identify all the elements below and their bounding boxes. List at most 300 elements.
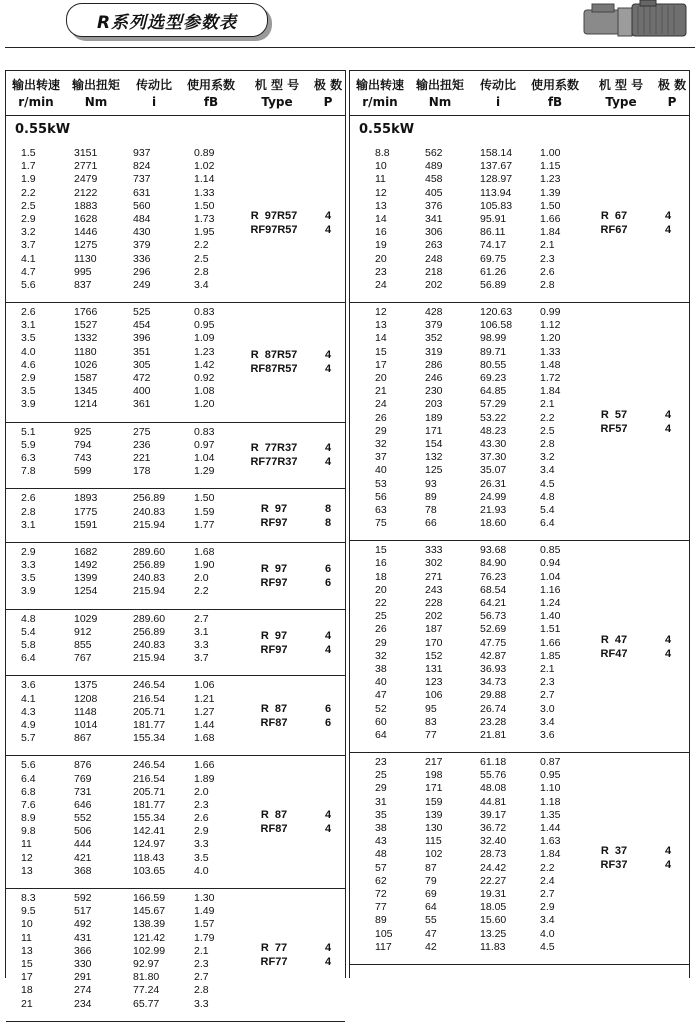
factor-cell: 1.42 [194, 358, 215, 371]
torque-cell: 995 [74, 265, 92, 278]
table-row [350, 782, 689, 795]
type-name: RF97 [260, 516, 288, 529]
ratio-cell: 158.14 [480, 147, 513, 159]
table-row [350, 610, 689, 623]
header-speed-unit: r/min [18, 95, 54, 109]
factor-cell: 2.2 [194, 239, 209, 252]
torque-cell: 1014 [74, 718, 98, 731]
factor-cell: 2.8 [540, 278, 555, 291]
torque-cell: 562 [425, 147, 443, 159]
factor-cell: 3.1 [194, 625, 209, 638]
factor-cell: 1.50 [194, 199, 215, 212]
torque-cell: 130 [425, 822, 443, 834]
factor-cell: 3.4 [540, 914, 555, 927]
torque-cell: 123 [425, 676, 443, 689]
factor-cell: 0.97 [194, 438, 215, 451]
type-name: R 37 [600, 845, 628, 858]
pole-count: 6 [324, 562, 332, 575]
ratio-cell: 275 [133, 425, 151, 438]
ratio-cell: 22.27 [480, 874, 507, 887]
table-row [350, 451, 689, 464]
speed-cell: 60 [375, 715, 387, 728]
ratio-cell: 249 [133, 278, 151, 291]
torque-cell: 592 [74, 892, 92, 904]
table-row [350, 147, 689, 160]
table-row [6, 173, 345, 186]
factor-cell: 2.0 [194, 572, 209, 585]
top-rule [5, 47, 695, 48]
speed-cell: 52 [375, 702, 387, 715]
factor-cell: 6.4 [540, 517, 555, 530]
speed-cell: 57 [375, 861, 387, 874]
speed-cell: 5.6 [21, 278, 36, 291]
ratio-cell: 18.05 [480, 901, 507, 914]
header-pole: 极 数 [657, 78, 687, 92]
factor-cell: 1.79 [194, 931, 215, 944]
pole-count: 4 [664, 224, 672, 237]
ratio-cell: 336 [133, 252, 151, 265]
header-pole-unit: P [667, 95, 677, 109]
pole-count: 8 [324, 502, 332, 515]
type-name: RF57 [600, 422, 628, 435]
torque-cell: 599 [74, 465, 92, 478]
factor-cell: 5.4 [540, 503, 555, 516]
torque-cell: 794 [74, 438, 92, 451]
type-box [242, 209, 342, 237]
torque-cell: 1214 [74, 398, 98, 411]
torque-cell: 421 [74, 851, 92, 864]
factor-cell: 1.33 [540, 345, 561, 358]
factor-cell: 2.7 [194, 612, 209, 625]
type-box [242, 941, 342, 969]
ratio-cell: 289.60 [133, 545, 166, 558]
header-ratio: 传动比 [135, 78, 172, 92]
factor-cell: 1.10 [540, 782, 561, 795]
table-row [350, 491, 689, 504]
speed-cell: 3.7 [21, 239, 36, 252]
ratio-cell: 102.99 [133, 944, 166, 957]
torque-cell: 552 [74, 812, 92, 825]
type-line [582, 647, 682, 661]
factor-cell: 0.85 [540, 544, 561, 557]
ratio-cell: 56.89 [480, 278, 507, 291]
pole-count: 4 [664, 422, 672, 435]
model-group [6, 889, 345, 1022]
torque-cell: 125 [425, 464, 443, 477]
factor-cell: 2.2 [194, 585, 209, 598]
speed-cell: 20 [375, 252, 387, 265]
torque-cell: 248 [425, 252, 443, 265]
speed-cell: 25 [375, 610, 387, 623]
factor-cell: 1.63 [540, 835, 561, 848]
torque-cell: 767 [74, 652, 92, 665]
factor-cell: 2.9 [540, 901, 555, 914]
speed-cell: 1.9 [21, 173, 36, 186]
speed-cell: 19 [375, 239, 387, 252]
pole-count: 4 [324, 823, 332, 836]
torque-cell: 1148 [74, 705, 97, 718]
table-row [6, 984, 345, 997]
table-row [6, 613, 345, 626]
speed-cell: 21 [375, 385, 387, 398]
table-row [6, 865, 345, 878]
pole-count: 4 [324, 349, 332, 362]
table-row [350, 571, 689, 584]
torque-cell: 2771 [74, 160, 98, 173]
type-line [242, 209, 342, 223]
torque-cell: 867 [74, 732, 92, 745]
torque-cell: 912 [74, 625, 92, 638]
table-row [350, 676, 689, 689]
table-row [6, 398, 345, 411]
speed-cell: 72 [375, 887, 387, 900]
ratio-cell: 98.99 [480, 332, 507, 345]
type-box [242, 629, 342, 657]
table-row [6, 852, 345, 865]
speed-cell: 8.3 [21, 892, 36, 904]
header-torque: 输出扭矩 [415, 78, 464, 92]
ratio-cell: 236 [133, 438, 151, 451]
factor-cell: 1.50 [540, 199, 561, 212]
ratio-cell: 215.94 [133, 585, 166, 598]
table-row [6, 187, 345, 200]
factor-cell: 2.8 [194, 984, 209, 997]
speed-cell: 3.3 [21, 559, 36, 572]
ratio-cell: 128.97 [480, 173, 513, 186]
speed-cell: 5.7 [21, 732, 36, 745]
table-row [350, 822, 689, 835]
type-name: RF77R37 [250, 456, 298, 469]
type-name: RF87R57 [250, 363, 298, 376]
ratio-cell: 221 [133, 451, 151, 464]
factor-cell: 2.3 [540, 676, 555, 689]
table-row [350, 756, 689, 769]
speed-cell: 89 [375, 914, 387, 927]
ratio-cell: 64.21 [480, 597, 507, 609]
torque-cell: 405 [425, 186, 443, 199]
factor-cell: 1.33 [194, 186, 215, 199]
table-row [6, 160, 345, 173]
torque-cell: 925 [74, 425, 92, 438]
speed-cell: 2.9 [21, 372, 36, 384]
type-line [582, 844, 682, 858]
header-speed: 输出转速 [11, 78, 60, 92]
speed-cell: 4.6 [21, 358, 36, 371]
factor-cell: 1.21 [194, 692, 215, 705]
speed-cell: 21 [21, 997, 33, 1010]
ratio-cell: 138.39 [133, 918, 166, 931]
type-line [582, 408, 682, 422]
model-group [350, 144, 689, 303]
type-name: RF67 [600, 224, 628, 237]
torque-cell: 646 [74, 798, 92, 811]
factor-cell: 1.30 [194, 892, 215, 904]
ratio-cell: 43.30 [480, 437, 507, 450]
ratio-cell: 13.25 [480, 927, 507, 940]
torque-cell: 1446 [74, 226, 98, 239]
torque-cell: 189 [425, 411, 443, 424]
factor-cell: 3.4 [540, 464, 555, 477]
header-factor-unit: fB [203, 95, 219, 109]
speed-cell: 32 [375, 437, 387, 450]
factor-cell: 1.24 [540, 597, 561, 609]
factor-cell: 1.00 [540, 147, 561, 159]
torque-cell: 302 [425, 557, 443, 570]
ratio-cell: 142.41 [133, 825, 166, 838]
factor-cell: 1.84 [540, 385, 561, 398]
factor-cell: 0.99 [540, 306, 561, 319]
header-speed: 输出转速 [355, 78, 404, 92]
torque-cell: 1208 [74, 692, 98, 705]
speed-cell: 2.8 [21, 505, 36, 518]
table-row [6, 679, 345, 692]
torque-cell: 743 [74, 451, 92, 464]
factor-cell: 3.4 [540, 715, 555, 728]
torque-cell: 428 [425, 306, 443, 319]
table-row [350, 689, 689, 702]
torque-cell: 263 [425, 239, 443, 252]
header-factor-unit: fB [547, 95, 563, 109]
ratio-cell: 36.93 [480, 662, 507, 675]
speed-cell: 2.2 [21, 186, 36, 199]
speed-cell: 8.8 [375, 147, 390, 159]
torque-cell: 42 [425, 940, 437, 953]
ratio-cell: 53.22 [480, 411, 507, 424]
type-name: R 97 [260, 629, 288, 642]
pole-count: 4 [324, 643, 332, 656]
torque-cell: 202 [425, 610, 443, 623]
factor-cell: 1.08 [194, 385, 215, 398]
table-row [350, 346, 689, 359]
factor-cell: 0.95 [540, 769, 561, 782]
factor-cell: 3.3 [194, 639, 209, 651]
speed-cell: 14 [375, 212, 387, 225]
pole-count: 4 [664, 859, 672, 872]
factor-cell: 2.3 [194, 957, 209, 970]
torque-cell: 132 [425, 451, 443, 464]
factor-cell: 4.0 [540, 927, 555, 940]
speed-cell: 6.4 [21, 772, 36, 785]
ratio-cell: 166.59 [133, 892, 166, 904]
speed-cell: 117 [375, 940, 392, 953]
header-ratio-unit: i [495, 95, 501, 109]
torque-cell: 271 [425, 570, 443, 583]
ratio-cell: 93.68 [480, 544, 507, 557]
torque-cell: 69 [425, 887, 437, 900]
ratio-cell: 240.83 [133, 572, 166, 585]
pole-count: 4 [664, 647, 672, 660]
table-row [350, 160, 689, 173]
ratio-cell: 106.58 [480, 319, 513, 332]
torque-cell: 230 [425, 385, 443, 398]
pole-count: 4 [324, 629, 332, 642]
ratio-cell: 205.71 [133, 705, 166, 718]
ratio-cell: 81.80 [133, 971, 160, 984]
ratio-cell: 57.29 [480, 398, 507, 411]
torque-cell: 170 [425, 636, 443, 649]
torque-cell: 1492 [74, 559, 98, 572]
torque-cell: 731 [74, 785, 92, 798]
torque-cell: 2479 [74, 173, 98, 186]
torque-cell: 93 [425, 477, 437, 490]
table-row [6, 759, 345, 772]
factor-cell: 4.8 [540, 490, 555, 503]
type-line [242, 441, 342, 455]
torque-cell: 1130 [74, 252, 97, 265]
factor-cell: 1.57 [194, 918, 215, 931]
factor-cell: 1.27 [194, 705, 215, 718]
torque-cell: 64 [425, 901, 437, 914]
factor-cell: 3.0 [540, 702, 555, 715]
table-row [350, 901, 689, 914]
factor-cell: 2.5 [540, 424, 555, 437]
speed-cell: 13 [375, 319, 387, 332]
pole-count: 4 [664, 210, 672, 223]
pole-count: 6 [324, 702, 332, 715]
ratio-cell: 95.91 [480, 212, 507, 225]
ratio-cell: 361 [133, 398, 151, 411]
speed-cell: 64 [375, 728, 387, 741]
factor-cell: 1.39 [540, 186, 561, 199]
speed-cell: 3.6 [21, 679, 36, 692]
table-row [6, 998, 345, 1011]
factor-cell: 2.3 [540, 252, 555, 265]
type-line [582, 633, 682, 647]
factor-cell: 0.83 [194, 425, 215, 438]
ratio-cell: 937 [133, 147, 151, 159]
type-line [242, 941, 342, 955]
torque-cell: 77 [425, 728, 437, 741]
ratio-cell: 76.23 [480, 570, 507, 583]
pole-count: 4 [324, 941, 332, 954]
torque-cell: 876 [74, 759, 92, 772]
factor-cell: 1.66 [540, 212, 561, 225]
factor-cell: 0.87 [540, 756, 561, 769]
speed-cell: 2.9 [21, 212, 36, 225]
speed-cell: 1.7 [21, 160, 36, 173]
ratio-cell: 11.83 [480, 940, 506, 953]
pole-count: 4 [324, 442, 332, 455]
speed-cell: 3.5 [21, 332, 36, 345]
torque-cell: 1775 [74, 505, 98, 518]
type-box [582, 209, 682, 237]
ratio-cell: 103.65 [133, 864, 166, 877]
factor-cell: 1.04 [540, 570, 561, 583]
table-row [350, 796, 689, 809]
header-type-unit: Type [605, 95, 637, 109]
model-group [6, 676, 345, 756]
type-line [242, 808, 342, 822]
speed-cell: 17 [375, 358, 387, 371]
type-box [242, 562, 342, 590]
table-row [350, 253, 689, 266]
type-name: RF87 [260, 823, 288, 836]
ratio-cell: 23.28 [480, 715, 507, 728]
torque-cell: 115 [425, 835, 442, 848]
speed-cell: 26 [375, 411, 387, 424]
torque-cell: 458 [425, 173, 443, 186]
factor-cell: 1.77 [194, 518, 215, 531]
ratio-cell: 37.30 [480, 451, 507, 464]
ratio-cell: 454 [133, 319, 151, 332]
factor-cell: 1.48 [540, 358, 561, 371]
table-row [6, 266, 345, 279]
title-pill [66, 3, 268, 37]
pole-count: 6 [324, 716, 332, 729]
torque-cell: 159 [425, 795, 443, 808]
ratio-cell: 84.90 [480, 557, 507, 570]
factor-cell: 1.89 [194, 772, 215, 785]
factor-cell: 1.16 [540, 583, 561, 596]
type-name: R 67 [600, 210, 628, 223]
ratio-cell: 256.89 [133, 492, 166, 505]
factor-cell: 0.83 [194, 306, 215, 319]
ratio-cell: 92.97 [133, 957, 160, 970]
ratio-cell: 560 [133, 199, 151, 212]
factor-cell: 2.1 [540, 239, 555, 252]
pole-count: 4 [664, 408, 672, 421]
speed-cell: 9.5 [21, 905, 36, 918]
speed-cell: 62 [375, 874, 387, 887]
type-line [242, 455, 342, 469]
ratio-cell: 77.24 [133, 984, 160, 997]
torque-cell: 1682 [74, 545, 98, 558]
speed-cell: 24 [375, 398, 387, 411]
type-box [242, 502, 342, 530]
ratio-cell: 121.42 [133, 931, 166, 944]
ratio-cell: 215.94 [133, 652, 166, 665]
torque-cell: 203 [425, 398, 443, 411]
ratio-cell: 113.94 [480, 186, 512, 199]
table-row [350, 809, 689, 822]
right-table [349, 70, 690, 978]
ratio-cell: 80.55 [480, 358, 507, 371]
type-name: R 77 [260, 941, 288, 954]
model-group [6, 423, 345, 490]
speed-cell: 2.6 [21, 306, 36, 319]
ratio-cell: 631 [133, 186, 151, 199]
table-header [6, 71, 345, 116]
speed-cell: 75 [375, 517, 387, 530]
speed-cell: 18 [21, 984, 33, 997]
type-box [242, 702, 342, 730]
torque-cell: 1628 [74, 212, 98, 225]
pole-count: 4 [324, 456, 332, 469]
speed-cell: 4.1 [21, 252, 36, 265]
speed-cell: 40 [375, 464, 387, 477]
factor-cell: 2.6 [540, 265, 555, 278]
ratio-cell: 145.67 [133, 905, 166, 918]
factor-cell: 1.44 [540, 822, 561, 834]
torque-cell: 1893 [74, 492, 98, 505]
table-row [6, 253, 345, 266]
torque-cell: 274 [74, 984, 92, 997]
table-row [350, 544, 689, 557]
type-box [242, 441, 342, 469]
speed-cell: 11 [375, 173, 386, 186]
table-row [6, 306, 345, 319]
table-row [6, 892, 345, 905]
torque-cell: 855 [74, 639, 92, 651]
type-name: RF47 [600, 647, 628, 660]
speed-cell: 24 [375, 278, 387, 291]
ratio-cell: 181.77 [133, 798, 166, 811]
speed-cell: 48 [375, 848, 387, 861]
table-row [6, 732, 345, 745]
factor-cell: 1.73 [194, 212, 215, 225]
speed-cell: 29 [375, 424, 387, 437]
ratio-cell: 120.63 [480, 306, 513, 319]
